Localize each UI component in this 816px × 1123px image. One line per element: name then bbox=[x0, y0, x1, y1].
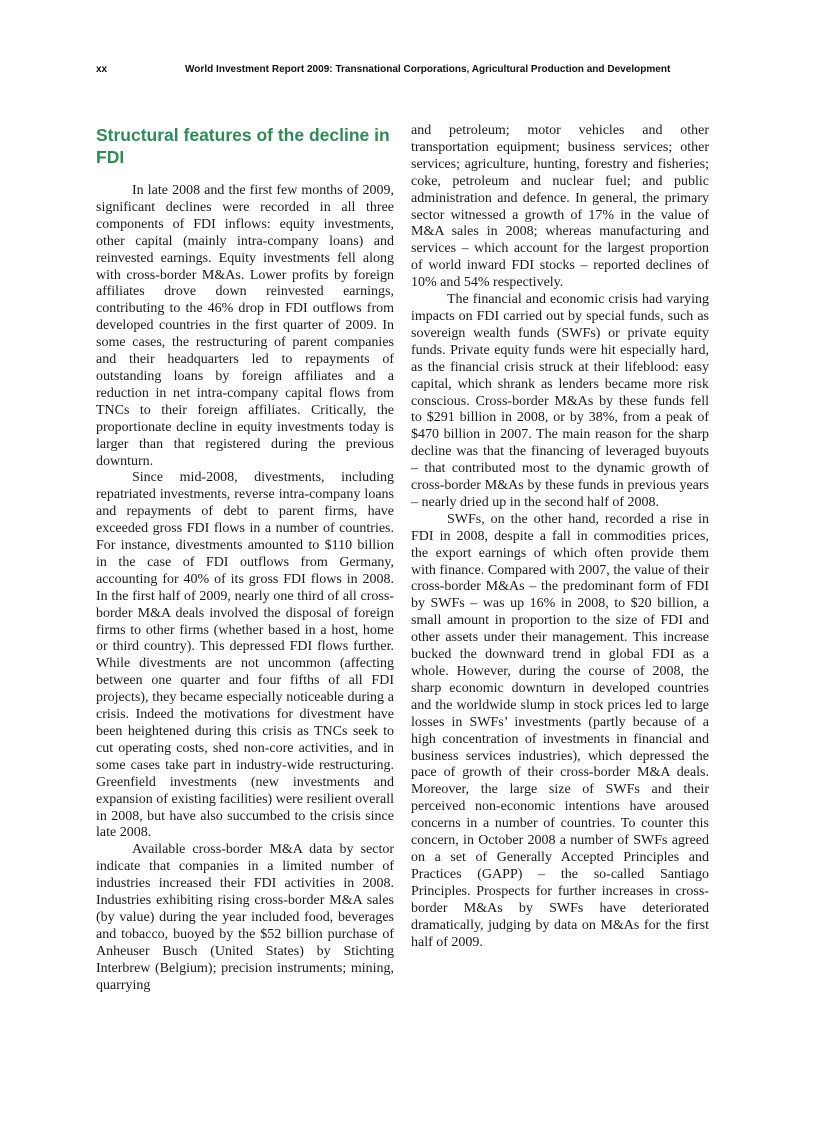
left-column bbox=[96, 123, 394, 995]
body-paragraph: In late 2008 and the first few months of 2009, significant declines were recorded in all three components of FDI inflows: equity investments, other capital (mainly intra-company loans) and reinvested earnings. Equity investments fell along with cross-border M&As. Lower profits by foreign affiliates drove down reinvested earnings, contributing to the 46% drop in FDI outflows from developed countries in the first quarter of 2009. In some cases, the restructuring of parent companies and their headquarters led to repayments of outstanding loans by foreign affiliates and a reduction in net intra-company capital flows from TNCs to their foreign affiliates. Critically, the proportionate decline in equity investments today is larger than that registered during the previous downturn. bbox=[96, 183, 394, 469]
running-title: World Investment Report 2009: Transnational Corporations, Agricultural Production and Development bbox=[185, 64, 671, 75]
continued-paragraph: and petroleum; motor vehicles and other transportation equipment; business services; other services; agriculture, hunting, forestry and fisheries; coke, petroleum and nuclear fuel; and public administration and defence. In general, the primary sector witnessed a growth of 17% in the value of M&A sales in 2008; whereas manufacturing and services – which account for the largest proportion of world inward FDI stocks – reported declines of 10% and 54% respectively. bbox=[411, 123, 709, 291]
body-paragraph: Since mid-2008, divestments, including repatriated investments, reverse intra-company loans and repayments of debt to parent firms, have exceeded gross FDI flows in a number of countries. For instance, divestments amounted to $110 billion in the case of FDI outflows from Germany, accounting for 40% of its gross FDI flows in 2008. In the first half of 2009, nearly one third of all cross-border M&A deals involved the disposal of foreign firms to other firms (whether based in a host, home or third country). This depressed FDI flows further. While divestments are not uncommon (affecting between one quarter and four fifths of all FDI projects), they became especially noticeable during a crisis. Indeed the motivations for divestment have been heightened during this crisis as TNCs seek to cut operating costs, shed non-core activities, and in some cases take part in industry-wide restructuring. Greenfield investments (new investments and expansion of existing facilities) were resilient overall in 2008, but have also succumbed to the crisis since late 2008. bbox=[96, 470, 394, 841]
body-paragraph: The financial and economic crisis had varying impacts on FDI carried out by special funds, such as sovereign wealth funds (SWFs) or private equity funds. Private equity funds were hit especially hard, as the financial crisis struck at their lifeblood: easy capital, which shrank as lenders became more risk conscious. Cross-border M&As by these funds fell to $291 billion in 2008, or by 38%, from a peak of $470 billion in 2007. The main reason for the sharp decline was that the financing of leveraged buyouts – that contributed most to the dynamic growth of cross-border M&As by these funds in previous years – nearly dried up in the second half of 2008. bbox=[411, 292, 709, 510]
section-heading: Structural features of the decline in FDI bbox=[96, 125, 390, 167]
right-column bbox=[411, 123, 709, 951]
page-number: xx bbox=[96, 64, 108, 75]
body-paragraph: SWFs, on the other hand, recorded a rise in FDI in 2008, despite a fall in commodities prices, the export earnings of which often provide them with finance. Compared with 2007, the value of their cross-border M&As – the predominant form of FDI by SWFs – was up 16% in 2008, to $20 billion, a small amount in proportion to the size of FDI and other assets under their management. This increase bucked the downward trend in global FDI as a whole. However, during the course of 2008, the sharp economic downturn in developed countries and the worldwide slump in stock prices led to large losses in SWFs’ investments (partly because of a high concentration of investments in financial and business services industries), which depressed the pace of growth of their cross-border M&A deals. Moreover, the large size of SWFs and their perceived non-economic intentions have aroused concerns in a number of countries. To counter this concern, in October 2008 a number of SWFs agreed on a set of Generally Accepted Principles and Practices (GAPP) – the so-called Santiago Principles. Prospects for further increases in cross-border M&As by SWFs have deteriorated dramatically, judging by data on M&As for the first half of 2009. bbox=[411, 511, 709, 950]
body-paragraph: Available cross-border M&A data by sector indicate that companies in a limited number of industries increased their FDI activities in 2008. Industries exhibiting rising cross-border M&A sales (by value) during the year included food, beverages and tobacco, buoyed by the $52 billion purchase of Anheuser Busch (United States) by Stichting Interbrew (Belgium); precision instruments; mining, quarrying bbox=[96, 842, 394, 993]
